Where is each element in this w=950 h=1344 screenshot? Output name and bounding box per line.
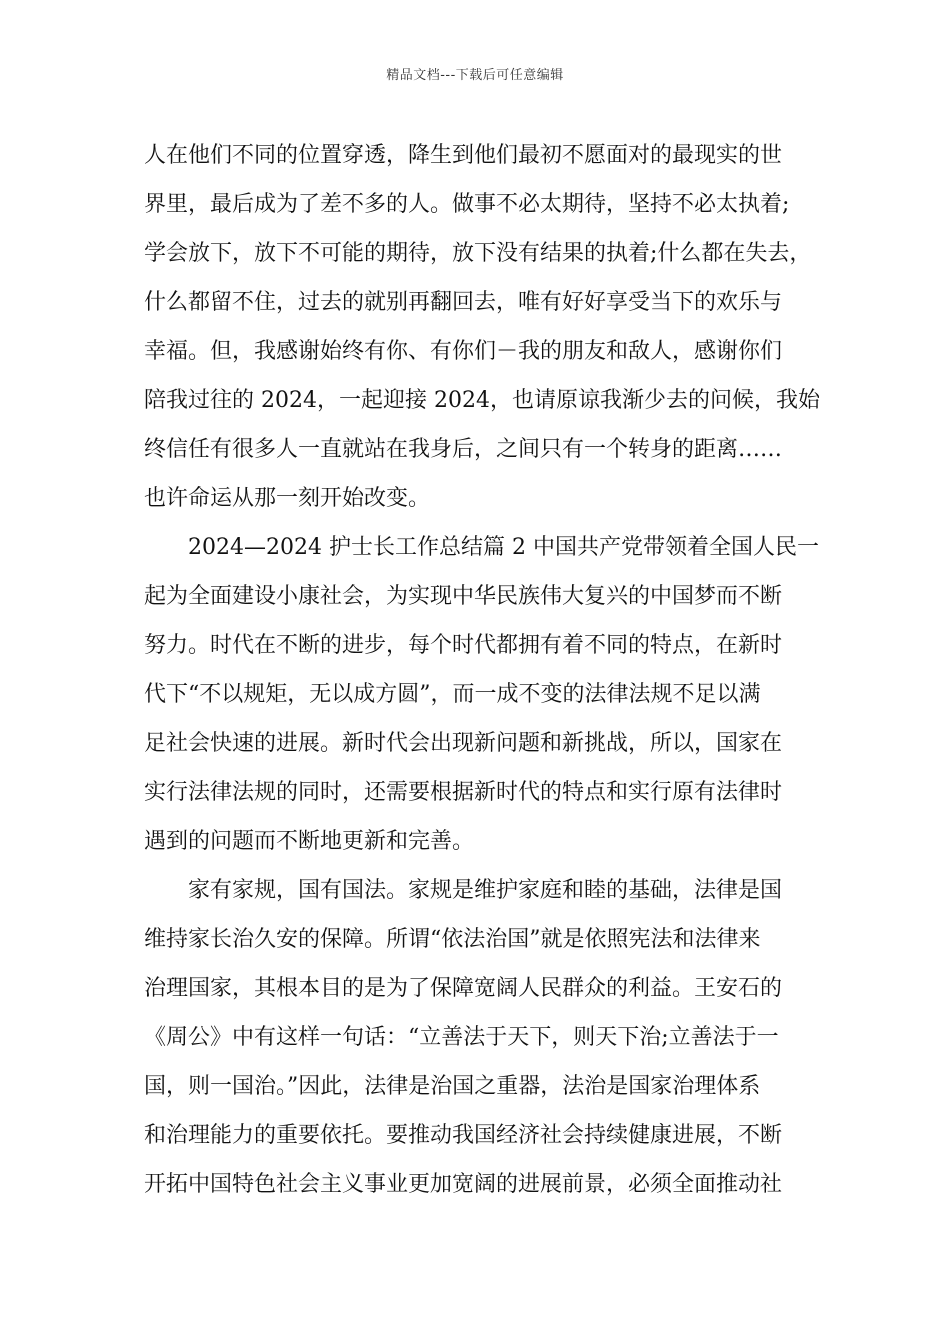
text-line: 代下“不以规矩，无以成方圆”，而一成不变的法律法规不足以满 bbox=[144, 682, 761, 707]
text-line: 界里，最后成为了差不多的人。做事不必太期待，坚持不必太执着; bbox=[144, 192, 790, 217]
text-line: 维持家长治久安的保障。所谓“依法治国”就是依照宪法和法律来 bbox=[144, 927, 761, 952]
text-line: 《周公》中有这样一句话：“立善法于天下，则天下治;立善法于一 bbox=[144, 1025, 779, 1050]
text-line: 幸福。但，我感谢始终有你、有你们－我的朋友和敌人，感谢你们 bbox=[144, 339, 783, 364]
text-line: 终信任有很多人一直就站在我身后，之间只有一个转身的距离…… bbox=[144, 437, 783, 462]
text-line: 国，则一国治。”因此，法律是治国之重器，法治是国家治理体系 bbox=[144, 1074, 761, 1099]
text-line: 也许命运从那一刻开始改变。 bbox=[144, 486, 431, 511]
text-line: 什么都留不住，过去的就别再翻回去，唯有好好享受当下的欢乐与 bbox=[144, 290, 783, 315]
page-header: 精品文档---下载后可任意编辑 bbox=[386, 68, 564, 83]
text-line: 人在他们不同的位置穿透，降生到他们最初不愿面对的最现实的世 bbox=[144, 143, 783, 168]
paragraph-2 bbox=[144, 523, 844, 866]
text-line: 起为全面建设小康社会，为实现中华民族伟大复兴的中国梦而不断 bbox=[144, 584, 783, 609]
text-line: 治理国家，其根本目的是为了保障宽阔人民群众的利益。王安石的 bbox=[144, 976, 783, 1001]
text-line: 遇到的问题而不断地更新和完善。 bbox=[144, 829, 475, 854]
text-line: 和治理能力的重要依托。要推动我国经济社会持续健康进展，不断 bbox=[144, 1123, 783, 1148]
text-line: 学会放下，放下不可能的期待，放下没有结果的执着;什么都在失去， bbox=[144, 241, 812, 266]
text-line: 实行法律法规的同时，还需要根据新时代的特点和实行原有法律时 bbox=[144, 780, 783, 805]
text-line: 2024—2024 护士长工作总结篇 2 中国共产党带领着全国人民一 bbox=[188, 535, 819, 560]
document-body bbox=[144, 131, 844, 1209]
text-line: 陪我过往的 2024，一起迎接 2024，也请原谅我渐少去的问候，我始 bbox=[144, 388, 820, 413]
text-line: 开拓中国特色社会主义事业更加宽阔的进展前景，必须全面推动社 bbox=[144, 1172, 783, 1197]
text-line: 努力。时代在不断的进步，每个时代都拥有着不同的特点，在新时 bbox=[144, 633, 783, 658]
paragraph-3 bbox=[144, 866, 844, 1209]
paragraph-1 bbox=[144, 131, 844, 523]
text-line: 家有家规，国有国法。家规是维护家庭和睦的基础，法律是国 bbox=[188, 878, 783, 903]
text-line: 足社会快速的进展。新时代会出现新问题和新挑战，所以，国家在 bbox=[144, 731, 783, 756]
